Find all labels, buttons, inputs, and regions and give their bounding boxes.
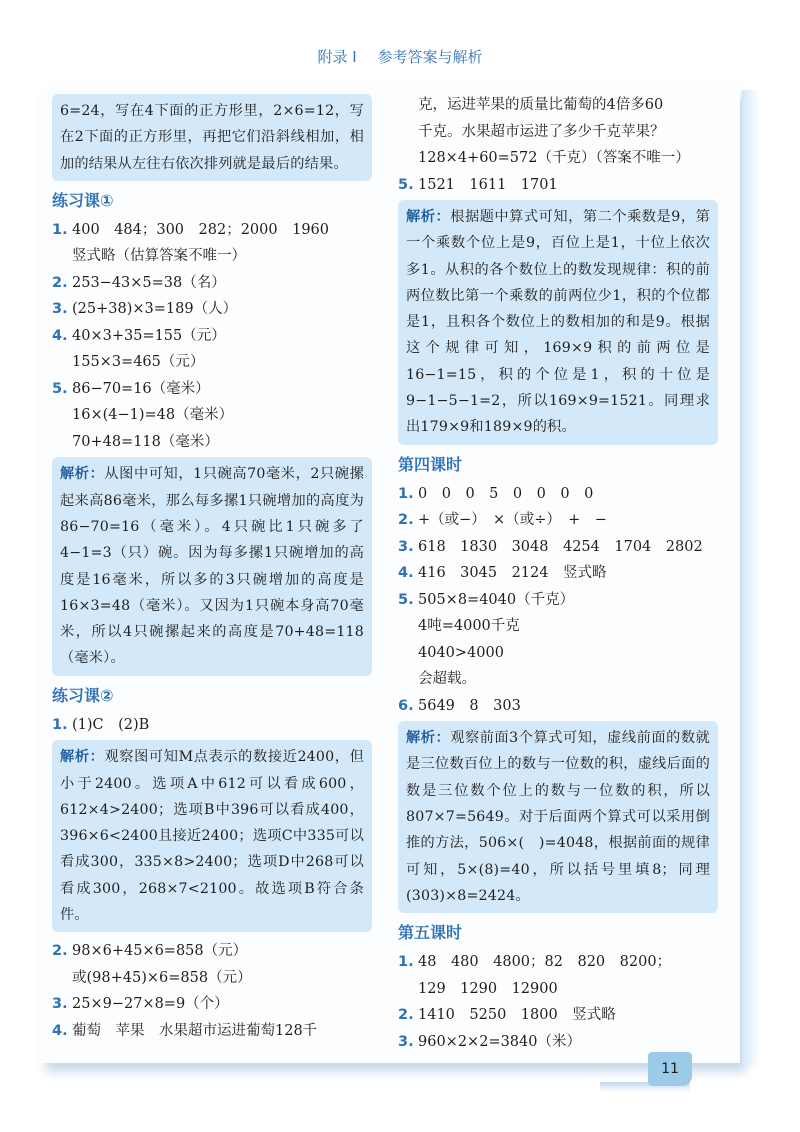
item-number: 2. — [398, 512, 414, 529]
item-number: 3. — [398, 538, 414, 555]
answer-line: 48 480 4800；82 820 8200； — [418, 954, 672, 971]
explanation-label: 解析： — [60, 466, 105, 483]
item-number: 1. — [52, 221, 68, 238]
answer-line: 或(98+45)×6=858（元） — [72, 969, 252, 986]
continued-answer — [398, 92, 718, 172]
answer-item — [398, 560, 718, 587]
item-number: 3. — [52, 301, 68, 318]
left-column — [52, 92, 372, 1044]
answer-line: 0 0 0 5 0 0 0 0 — [418, 485, 594, 502]
answer-line: 98×6+45×6=858（元） — [72, 943, 248, 960]
answer-line: 会超载。 — [418, 671, 476, 688]
answer-line: 253−43×5=38（名） — [72, 274, 226, 291]
explanation-box — [398, 200, 718, 445]
section-heading-lesson-5: 第五课时 — [398, 923, 463, 943]
answer-item — [52, 296, 372, 323]
answer-line: 竖式略（估算答案不唯一） — [72, 248, 246, 265]
item-number: 4. — [398, 565, 414, 582]
header-title: 参考答案与解析 — [377, 48, 483, 66]
answer-item — [398, 587, 718, 693]
answer-line: 86−70=16（毫米） — [72, 380, 210, 397]
answer-line: 400 484；300 282；2000 1960 — [72, 221, 330, 238]
page-number: 11 — [648, 1052, 692, 1086]
item-number: 2. — [52, 274, 68, 291]
answer-line: 千克。水果超市运进了多少千克苹果？ — [418, 123, 665, 140]
answer-line: 克，运进苹果的质量比葡萄的4倍多60 — [418, 97, 664, 113]
answer-line: 416 3045 2124 竖式略 — [418, 565, 607, 582]
answer-item — [52, 1018, 372, 1045]
item-number: 5. — [398, 176, 414, 193]
intro-explanation-box — [52, 94, 372, 181]
answer-item — [52, 217, 372, 270]
appendix-label: 附录 I — [317, 48, 357, 66]
answer-line: 505×8=4040（千克） — [418, 591, 575, 608]
answer-line: +（或−） ×（或÷） + − — [418, 512, 607, 529]
item-number: 5. — [52, 380, 68, 397]
section-heading-practice-2: 练习课② — [52, 685, 114, 705]
answer-line: 4040>4000 — [418, 644, 504, 661]
answer-item — [52, 991, 372, 1018]
item-number: 6. — [398, 697, 414, 714]
explanation-box — [52, 740, 372, 932]
section-heading-practice-1: 练习课① — [52, 190, 114, 210]
section-heading-lesson-4: 第四课时 — [398, 454, 463, 474]
explanation-box — [52, 457, 372, 675]
item-number: 1. — [398, 485, 414, 502]
answer-line: 16×(4−1)=48（毫米） — [72, 407, 234, 424]
answer-item — [398, 693, 718, 720]
answer-item — [398, 534, 718, 561]
explanation-box — [398, 721, 718, 913]
explanation-label: 解析： — [406, 209, 451, 225]
page-header — [0, 46, 800, 67]
answer-item — [398, 481, 718, 508]
answer-item — [398, 172, 718, 199]
answer-line: 25×9−27×8=9（个） — [72, 996, 229, 1013]
answer-line: 葡萄 苹果 水果超市运进葡萄128千 — [72, 1022, 318, 1039]
item-number: 4. — [52, 327, 68, 344]
answer-item — [398, 1002, 718, 1029]
answer-item — [52, 376, 372, 456]
answer-item — [52, 270, 372, 297]
answer-line: 1521 1611 1701 — [418, 176, 558, 193]
answer-item — [52, 938, 372, 991]
explanation-text: 根据题中算式可知，第二个乘数是9，第一个乘数个位上是9，百位上是1，十位上依次多1。从积的各个数位上的数发现规律：积的前两位数比第一个乘数的前两位少1，积的个位都是1，且积各个数位上的数相加的和是9。根据这个规律可知，169×9积的前两位是16−1=15，积的个位是1，积的十位是9−1−5−1=2，所以169×9=1521。同理求出179×9和189×9的积。 — [406, 209, 710, 436]
item-number: 2. — [398, 1007, 414, 1024]
explanation-text: 观察前面3个算式可知，虚线前面的数就是三位数百位上的数与一位数的积，虚线后面的数是三位数个位上的数与一位数的积，所以807×7=5649。对于后面两个算式可以采用倒推的方法，506×( )=4048，根据前面的规律可知，5×(8)=40，所以括号里填8；同理(303)×8=2424。 — [406, 730, 710, 904]
answer-line: (25+38)×3=189（人） — [72, 301, 238, 318]
answer-line: (1)C (2)B — [72, 716, 150, 733]
intro-text: 6=24，写在4下面的正方形里，2×6=12，写在2下面的正方形里，再把它们沿斜线相加，相加的结果从左往右依次排列就是最后的结果。 — [60, 103, 364, 172]
answer-line: 128×4+60=572（千克）（答案不唯一） — [418, 150, 690, 166]
answer-item — [52, 712, 372, 739]
answer-item — [398, 507, 718, 534]
answer-line: 155×3=465（元） — [72, 354, 205, 371]
page-edge — [742, 90, 760, 1065]
item-number: 5. — [398, 591, 414, 608]
right-column — [398, 92, 718, 1055]
explanation-text: 观察图可知M点表示的数接近2400，但小于2400。选项A中612可以看成600，612×4>2400；选项B中396可以看成400，396×6<2400且接近2400；选项C中335可以看成300，335×8>2400；选项D中268可以看成300，268×7<2100。故选项B符合条件。 — [60, 749, 364, 924]
answer-line: 618 1830 3048 4254 1704 2802 — [418, 538, 703, 555]
answer-line: 40×3+35=155（元） — [72, 327, 226, 344]
answer-line: 129 1290 12900 — [418, 980, 558, 997]
answer-item — [52, 323, 372, 376]
item-number: 1. — [52, 716, 68, 733]
answer-line: 5649 8 303 — [418, 697, 521, 714]
answer-line: 4吨=4000千克 — [418, 618, 520, 635]
item-number: 1. — [398, 954, 414, 971]
item-number: 3. — [398, 1033, 414, 1050]
explanation-text: 从图中可知，1只碗高70毫米，2只碗摞起来高86毫米，那么每多摞1只碗增加的高度为86−70=16（毫米）。4只碗比1只碗多了4−1=3（只）碗。因为每多摞1只碗增加的高度是16毫米，所以多的3只碗增加的高度是16×3=48（毫米）。又因为1只碗本身高70毫米，所以4只碗摞起来的高度是70+48=118（毫米）。 — [60, 466, 364, 667]
explanation-label: 解析： — [406, 730, 451, 747]
item-number: 2. — [52, 943, 68, 960]
item-number: 4. — [52, 1022, 68, 1039]
item-number: 3. — [52, 996, 68, 1013]
answer-item — [398, 949, 718, 1002]
answer-line: 1410 5250 1800 竖式略 — [418, 1007, 616, 1024]
answer-line: 960×2×2=3840（米） — [418, 1033, 581, 1050]
explanation-label: 解析： — [60, 749, 105, 766]
answer-line: 70+48=118（毫米） — [72, 433, 219, 450]
